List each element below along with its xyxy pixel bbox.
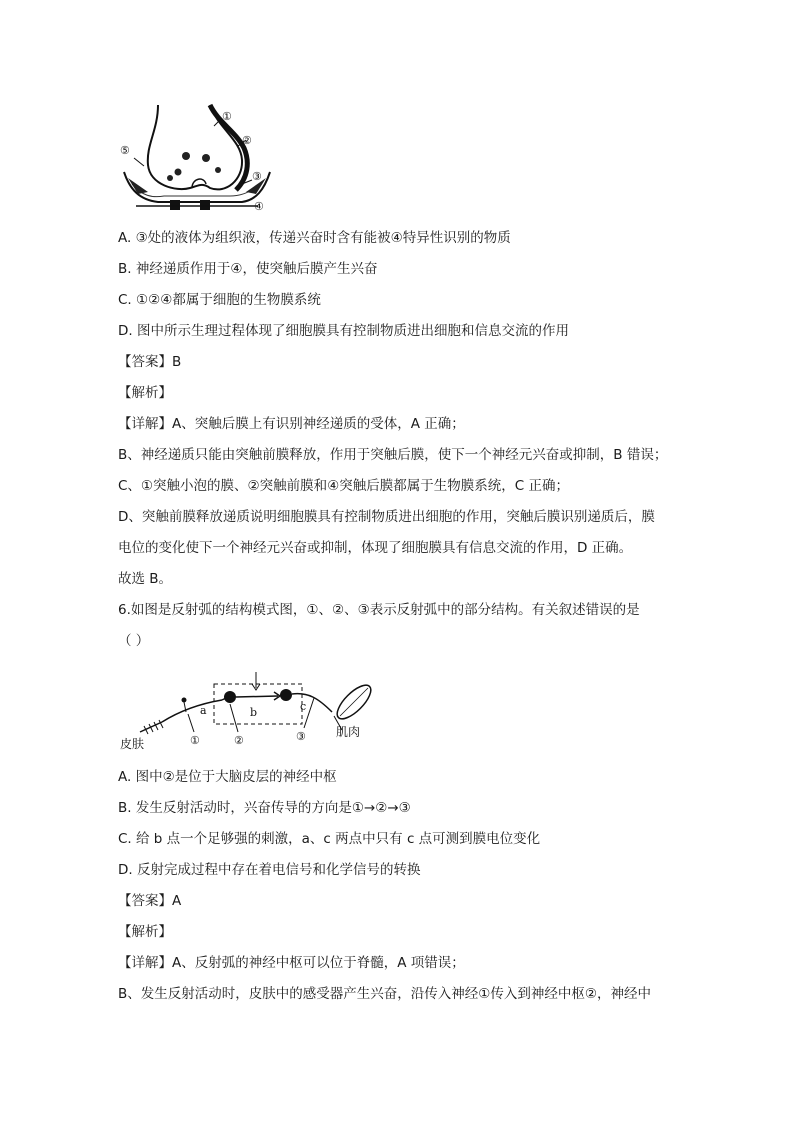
point-c-label: c xyxy=(300,700,307,713)
q5-detail-line: 故选 B。 xyxy=(118,571,173,587)
q5-detail-line: C、①突触小泡的膜、②突触前膜和④突触后膜都属于生物膜系统，C 正确； xyxy=(118,478,569,494)
structure-3-label: ③ xyxy=(296,730,306,743)
q5-option-a: A. ③处的液体为组织液，传递兴奋时含有能被④特异性识别的物质 xyxy=(118,230,511,246)
synapse-figure xyxy=(118,100,278,220)
q6-option-d: D. 反射完成过程中存在着电信号和化学信号的转换 xyxy=(118,862,421,878)
q6-option-c: C. 给 b 点一个足够强的刺激，a、c 两点中只有 c 点可测到膜电位变化 xyxy=(118,831,541,847)
label-4: ④ xyxy=(254,200,264,213)
label-2: ② xyxy=(242,134,252,147)
point-b-label: b xyxy=(250,706,258,719)
structure-1-label: ① xyxy=(190,734,200,747)
q6-answer: 【答案】A xyxy=(118,893,182,909)
q5-option-d: D. 图中所示生理过程体现了细胞膜具有控制物质进出细胞和信息交流的作用 xyxy=(118,323,569,339)
reflex-arc-figure xyxy=(118,664,388,754)
q6-option-b: B. 发生反射活动时，兴奋传导的方向是①→②→③ xyxy=(118,800,411,816)
q5-detail-line: D、突触前膜释放递质说明细胞膜具有控制物质进出细胞的作用，突触后膜识别递质后，膜 xyxy=(118,509,655,525)
label-5: ⑤ xyxy=(120,144,130,157)
q6-detail-line: B、发生反射活动时，皮肤中的感受器产生兴奋，沿传入神经①传入到神经中枢②，神经中 xyxy=(118,986,651,1002)
q5-option-c: C. ①②④都属于细胞的生物膜系统 xyxy=(118,292,321,308)
q6-stem: 6.如图是反射弧的结构模式图，①、②、③表示反射弧中的部分结构。有关叙述错误的是 xyxy=(118,602,640,618)
q5-detail-line: 【详解】A、突触后膜上有识别神经递质的受体，A 正确； xyxy=(118,416,465,432)
q5-analysis-heading: 【解析】 xyxy=(118,385,172,401)
skin-label: 皮肤 xyxy=(120,737,145,751)
q6-stem-paren: （ ） xyxy=(118,633,150,649)
q6-option-a: A. 图中②是位于大脑皮层的神经中枢 xyxy=(118,769,337,785)
muscle-label: 肌肉 xyxy=(336,725,361,739)
q5-option-b: B. 神经递质作用于④，使突触后膜产生兴奋 xyxy=(118,261,378,277)
point-a-label: a xyxy=(200,704,207,717)
label-3: ③ xyxy=(252,170,262,183)
q6-detail-line: 【详解】A、反射弧的神经中枢可以位于脊髓，A 项错误； xyxy=(118,955,465,971)
q5-detail-line: B、神经递质只能由突触前膜释放，作用于突触后膜，使下一个神经元兴奋或抑制，B 错误； xyxy=(118,447,668,463)
q5-answer: 【答案】B xyxy=(118,354,182,370)
q6-analysis-heading: 【解析】 xyxy=(118,924,172,940)
q5-detail-line: 电位的变化使下一个神经元兴奋或抑制，体现了细胞膜具有信息交流的作用，D 正确。 xyxy=(118,540,633,556)
structure-2-label: ② xyxy=(234,734,244,747)
label-1: ① xyxy=(222,110,232,123)
